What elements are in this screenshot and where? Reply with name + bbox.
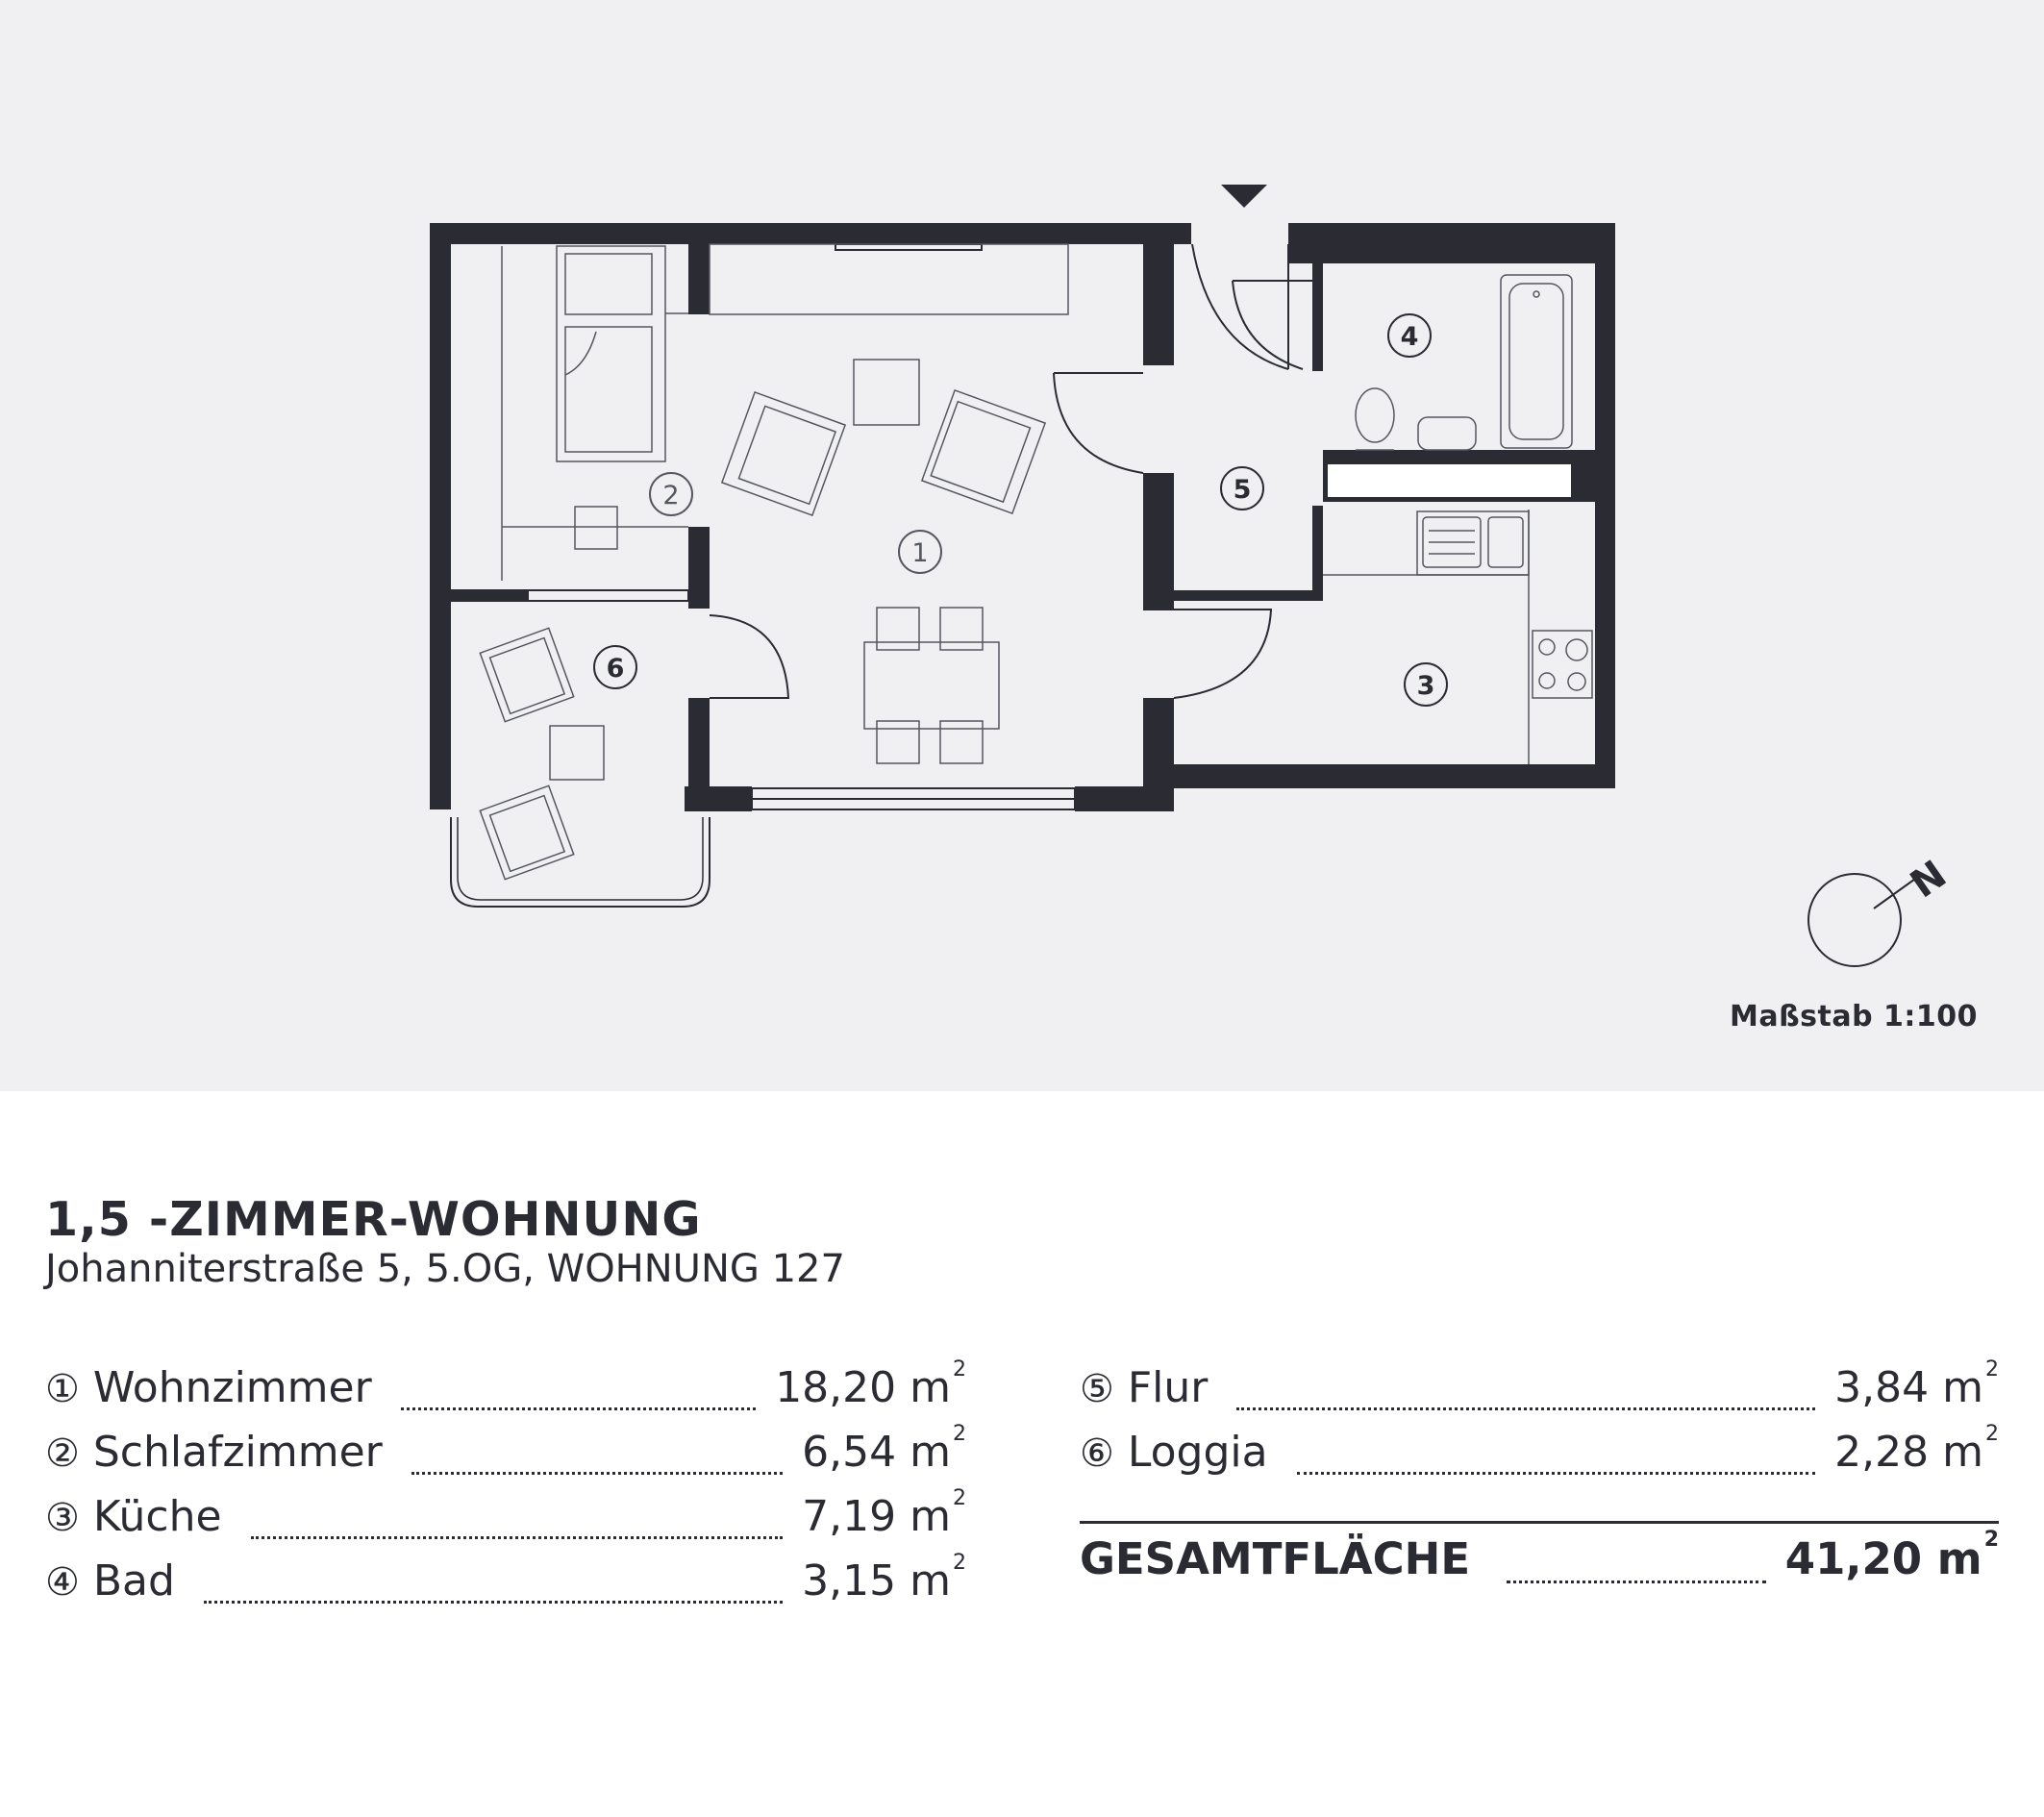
total-label: GESAMTFLÄCHE (1080, 1533, 1471, 1584)
apartment-title: 1,5 -ZIMMER-WOHNUNG (45, 1192, 702, 1247)
room-row-schlafzimmer (45, 1422, 966, 1492)
room-marker-2 (650, 473, 692, 515)
room-name: Wohnzimmer (92, 1363, 372, 1412)
room-name: Bad (92, 1556, 175, 1605)
room-marker-1 (899, 531, 941, 573)
svg-text:5: 5 (1233, 475, 1252, 505)
room-marker-4 (1388, 314, 1431, 357)
total-divider (1080, 1521, 1999, 1524)
room-list-left (45, 1357, 966, 1621)
loggia-furniture (480, 628, 604, 879)
dot-leader (1297, 1472, 1816, 1475)
room-row-flur (1080, 1357, 1999, 1428)
dot-leader (251, 1536, 784, 1539)
room-area: 18,20 $m^2$ (775, 1357, 966, 1412)
room-name: Loggia (1127, 1428, 1268, 1477)
room-number: ⑥ (1080, 1431, 1114, 1476)
room-marker-6 (594, 646, 636, 688)
room-name: Küche (92, 1492, 222, 1541)
room-area: 3,15 $m^2$ (802, 1551, 966, 1605)
bath-fixtures (1356, 275, 1572, 450)
scale-label: Maßstab 1:100 (1729, 1000, 1978, 1033)
bedroom-furniture (502, 246, 688, 581)
room-number: ② (45, 1431, 80, 1476)
dot-leader (1236, 1407, 1815, 1410)
svg-text:2: 2 (662, 481, 680, 510)
loggia-balustrade (451, 817, 710, 907)
north-compass-icon (1808, 853, 1955, 966)
room-marker-3 (1405, 663, 1447, 706)
dot-leader (401, 1407, 757, 1410)
room-number: ④ (45, 1560, 80, 1605)
room-number: ③ (45, 1496, 80, 1540)
room-list-right (1080, 1357, 1999, 1601)
room-marker-5 (1221, 467, 1263, 510)
room-area: 7,19 $m^2$ (802, 1486, 966, 1541)
room-row-bad (45, 1551, 966, 1621)
room-row-kueche (45, 1486, 966, 1556)
apartment-address: Johanniterstraße 5, 5.OG, WOHNUNG 127 (45, 1247, 845, 1291)
dot-leader (411, 1472, 783, 1475)
svg-text:N: N (1903, 852, 1955, 908)
svg-text:3: 3 (1416, 671, 1435, 701)
svg-text:4: 4 (1400, 322, 1419, 352)
room-name: Flur (1127, 1363, 1209, 1412)
living-room-furniture (710, 244, 1068, 763)
total-area: 41,20 $m^2$ (1784, 1528, 1999, 1584)
total-area-row (1080, 1528, 1999, 1601)
room-number: ① (45, 1367, 80, 1411)
svg-text:6: 6 (606, 654, 625, 684)
room-area: 6,54 $m^2$ (802, 1422, 966, 1477)
room-row-loggia (1080, 1422, 1999, 1492)
entrance-arrow-icon (1221, 185, 1267, 208)
doors (710, 244, 1312, 698)
room-name: Schlafzimmer (92, 1428, 383, 1477)
room-number: ⑤ (1080, 1367, 1114, 1411)
room-area: 2,28 $m^2$ (1834, 1422, 1999, 1477)
room-row-wohnzimmer (45, 1357, 966, 1428)
room-area: 3,84 $m^2$ (1834, 1357, 1999, 1412)
svg-text:1: 1 (911, 538, 929, 568)
dot-leader (204, 1601, 783, 1604)
kitchen-fixtures (1323, 510, 1592, 764)
dot-leader (1507, 1581, 1766, 1583)
